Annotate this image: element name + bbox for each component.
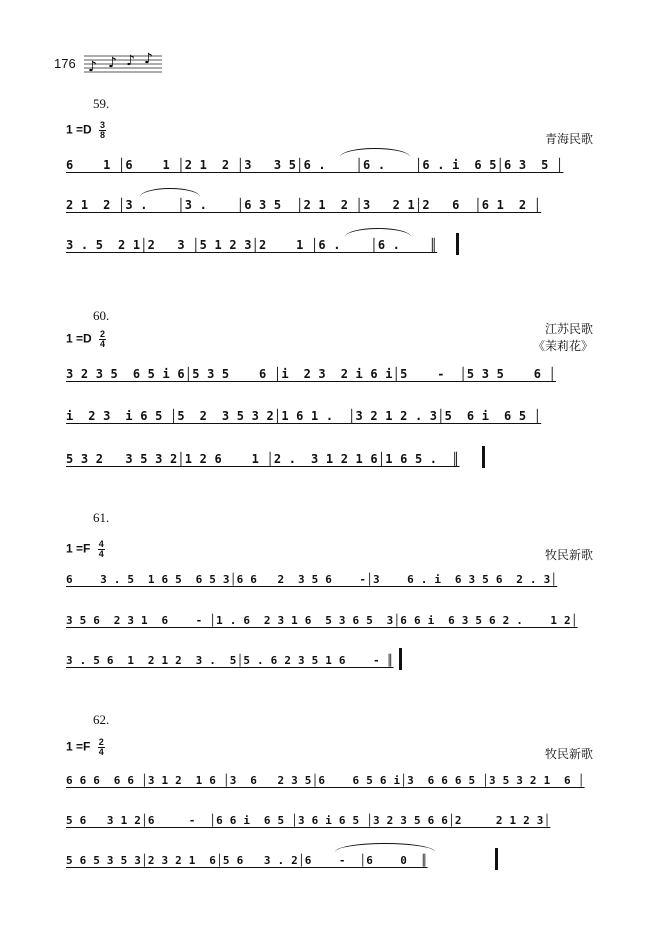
- final-barline: [495, 848, 498, 870]
- song-source: 牧民新歌: [544, 747, 593, 761]
- key-signature: 1 =F $\frac{4}{4}$: [66, 539, 104, 559]
- notation-line: 3 5 6 2 3 1 6 - │1 . 6 2 3 1 6 5 3 6 5 3│6 6 i 6 3 5 6 2 . 1 2│: [66, 614, 578, 627]
- time-signature: $\frac{2}{4}$: [98, 737, 104, 757]
- svg-text:♪: ♪: [144, 51, 153, 67]
- notation-line: 2 1 2 │3 . │3 . │6 3 5 │2 1 2 │3 2 1│2 6 │6 1 2 │: [66, 198, 542, 212]
- svg-text:♪: ♪: [88, 59, 97, 75]
- notation-line: 5 6 5 3 5 3│2 3 2 1 6│5 6 3 . 2│6 - │6 0 ║: [66, 854, 428, 867]
- notation-line: i 2 3 i 6 5 │5 2 3 5 3 2│1 6 1 . │3 2 1 2 . 3│5 6 i 6 5 │: [66, 409, 542, 423]
- notation-line: 6 6 6 6 6 │3 1 2 1 6 │3 6 2 3 5│6 6 5 6 i│3 6 6 6 5 │3 5 3 2 1 6 │: [66, 774, 585, 787]
- svg-text:♪: ♪: [108, 55, 117, 71]
- slur: [345, 228, 411, 237]
- time-signature: $\frac{4}{4}$: [98, 539, 104, 559]
- key-signature: 1 =D $\frac{3}{8}$: [66, 120, 106, 140]
- slur: [335, 843, 435, 852]
- notation-line: 5 6 3 1 2│6 - │6 6 i 6 5 │3 6 i 6 5 │3 2 3 5 6 6│2 2 1 2 3│: [66, 814, 551, 827]
- song-number: 60.: [93, 308, 110, 323]
- notation-line: 5 3 2 3 5 3 2│1 2 6 1 │2 . 3 1 2 1 6│1 6 5 . ║: [66, 452, 460, 466]
- final-barline: [456, 233, 459, 255]
- music-staff-ornament: [84, 50, 162, 76]
- slur: [140, 188, 200, 197]
- song-source: 牧民新歌: [544, 548, 593, 562]
- final-barline: [399, 648, 402, 670]
- svg-text:♪: ♪: [126, 53, 135, 69]
- key-signature: 1 =D $\frac{2}{4}$: [66, 329, 106, 349]
- notation-line: 6 1 │6 1 │2 1 2 │3 3 5│6 . │6 . │6 . i 6 5│6 3 5 │: [66, 158, 564, 172]
- page-number: 176: [54, 56, 76, 71]
- song-title: 《茉莉花》: [532, 339, 593, 353]
- slur: [340, 148, 410, 157]
- notation-line: 6 3 . 5 1 6 5 6 5 3│6 6 2 3 5 6 -│3 6 . i 6 3 5 6 2 . 3│: [66, 573, 558, 586]
- final-barline: [482, 446, 485, 468]
- song-source: 江苏民歌: [544, 322, 593, 336]
- song-number: 61.: [93, 510, 110, 525]
- notation-line: 3 . 5 6 1 2 1 2 3 . 5│5 . 6 2 3 5 1 6 - ║: [66, 654, 394, 667]
- song-number: 62.: [93, 712, 110, 727]
- time-signature: $\frac{2}{4}$: [100, 329, 106, 349]
- song-source: 青海民歌: [544, 132, 593, 146]
- notation-line: 3 . 5 2 1│2 3 │5 1 2 3│2 1 │6 . │6 . ║: [66, 238, 438, 252]
- key-signature: 1 =F $\frac{2}{4}$: [66, 737, 104, 757]
- notation-line: 3 2 3 5 6 5 i 6│5 3 5 6 │i 2 3 2 i 6 i│5 - │5 3 5 6 │: [66, 367, 557, 381]
- song-number: 59.: [93, 96, 110, 111]
- time-signature: $\frac{3}{8}$: [100, 120, 106, 140]
